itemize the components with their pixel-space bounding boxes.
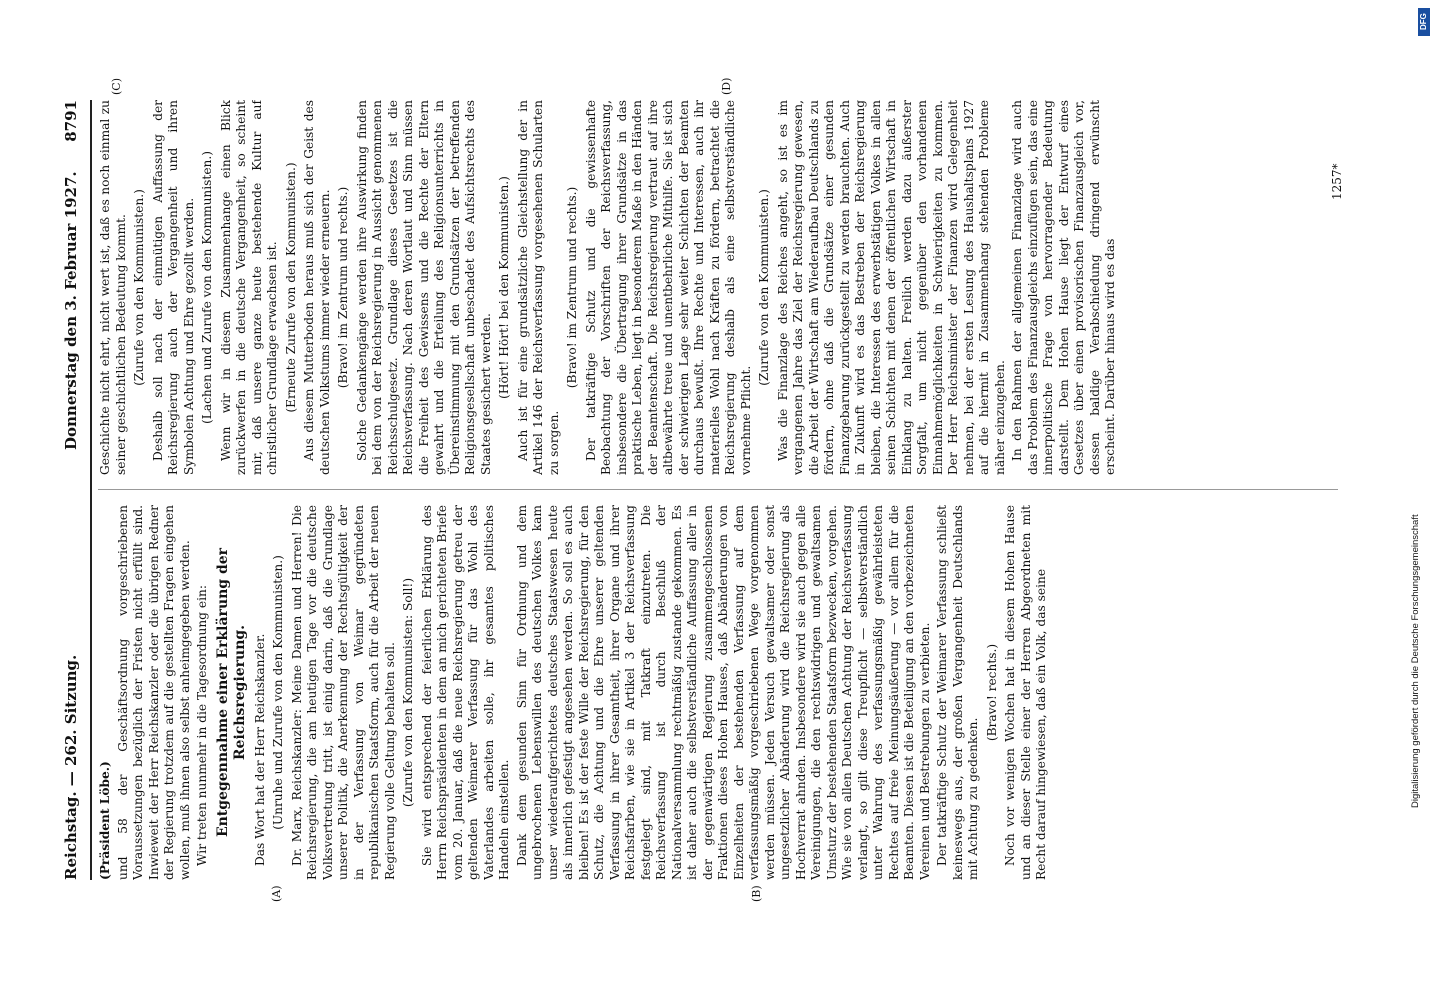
column-separator [98,489,1338,490]
header-date: Donnerstag den 3. Februar 1927. [62,171,80,450]
interjection: (Bravo! im Zentrum und rechts.) [565,186,579,389]
right-column [98,100,1348,475]
header-session: Reichstag. — 262. Sitzung. [62,654,80,880]
interjection: (Hört! Hört! bei den Kommunisten.) [497,176,511,399]
paragraph: Deshalb soll nach der einmütigen Auffassung der Reichsregierung auch der Vergangenheit und ihren Symbolen Achtung und Ehre gezollt werden. [150,100,196,475]
dfg-logo: DFG [1418,8,1430,36]
paragraph: Der tatkräftige Schutz der Weimarer Verfassung schließt keineswegs aus, der großen Vergangenheit Deutschlands mit Achtung zu gedenken. [935,505,980,880]
interjection: (Unruhe und Zurufe von den Kommunisten.) [271,555,285,830]
interjection: (Bravo! im Zentrum und rechts.) [336,186,350,389]
margin-label-b: (B) [750,885,763,902]
paragraph: Wir treten nunmehr in die Tagesordnung ein: [195,585,209,866]
paragraph: Der tatkräftige Schutz und die gewissenhafte Beobachtung der Vorschriften der Reichsverfassung, insbesondere die Übertragung ihrer Grundsätze in das praktische Leben, liegt in besonderem Maße in den Händen der Beamtenschaft. Die Reichsregierung vertraut auf ihre altbewährte treue und unentbehrliche Mithilfe. Sie ist sich der schwierigen Lage sehr weiter Schichten der Beamten durchaus bewußt. Ihre Rechte und Interessen, auch ihr materielles Wohl nach Kräften zu fördern, betrachtet die Reichsregierung deshalb als eine selbstverständliche vornehme Pflicht. [583,100,753,475]
header-rule [90,100,92,880]
page-footer: 1257* [1330,163,1344,200]
speaker-note: (Präsident Löbe.) [98,761,112,880]
margin-label-c: (C) [110,78,123,95]
paragraph: In den Rahmen der allgemeinen Finanzlage wird auch das Problem des Finanzausgleichs einzufügen sein, das eine innerpolitische Frage von hervorragender Bedeutung darstellt. Dem Hohen Hause liegt der Entwurf eines Gesetzes über einen provisorischen Finanzausgleich vor, dessen baldige Verabschiedung dringend erwünscht erscheint. Darüber hinaus wird es das [1010,100,1117,475]
interjection: (Bravo! rechts.) [984,643,999,742]
paragraph: Solche Gedankengänge werden ihre Auswirkung finden bei dem von der Reichsregierung in Aussicht genommenen Reichsschulgesetz. Grundlage dieses Gesetzes ist die Reichsverfassung. Nach deren Wortlaut und Sinn müssen die Freiheit des Gewissens und die Rechte der Eltern gewahrt und die Erteilung des Religionsunterrichts in Übereinstimmung mit den Grundsätzen der betreffenden Religionsgesellschaft unbeschadet des Aufsichtsrechts des Staates gesichert werden. [354,100,493,475]
paragraph: Das Wort hat der Herr Reichskanzler. [252,633,267,866]
paragraph: Wenn wir in diesem Zusammenhange einen Blick zurückwerfen in die deutsche Vergangenheit, so scheint mir, daß unsere ganze heute bestehende Kultur auf christlicher Grundlage erwachsen ist. [218,100,279,475]
interjection: (Lachen und Zurufe von den Kommunisten.) [200,150,214,425]
page-header [62,100,88,880]
paragraph: Auch ist für eine grundsätzliche Gleichstellung der in Artikel 146 der Reichsverfassung vorgesehenen Schularten zu sorgen. [515,100,561,475]
paragraph: Geschichte nicht ehrt, nicht wert ist, daß es noch einmal zu seiner geschichtlichen Bedeutung kommt. [98,100,128,475]
agenda-heading: Entgegennahme einer Erklärung der Reichsregierung. [214,547,248,838]
paragraph: Sie wird entsprechend der feierlichen Erklärung des Herrn Reichspräsidenten in dem an mich gerichteten Briefe vom 20. Januar, daß die neue Reichsregierung getreu der geltenden Weimarer Verfassung für das Wohl des Vaterlandes arbeiten solle, ihr gesamtes politisches Handeln einstellen. [419,505,511,880]
interjection: (Erneute Zurufe von den Kommunisten.) [283,162,298,413]
header-page-number: 8791 [62,100,80,142]
paragraph: Was die Finanzlage des Reiches angeht, so ist es im vergangenen Jahre das Ziel der Reichsregierung gewesen, die Arbeit der Wirtschaft am Wiederaufbau Deutschlands zu fördern, ohne daß die Grundsätze einer gesunden Finanzgebarung zurückgestellt zu werden brauchten. Auch in Zukunft wird es das Bestreben der Reichsregierung bleiben, die Interessen des erwerbstätigen Volkes in allen seinen Schichten mit denen der öffentlichen Wirtschaft in Einklang zu halten. Freilich werden dazu äußerster Sorgfalt, um nicht gegenüber den vorhandenen Einnahmemöglichkeiten in Schwierigkeiten zu kommen. Der Herr Reichsminister der Finanzen wird Gelegenheit nehmen, bei der ersten Lesung des Haushaltsplans 1927 auf die hiermit in Zusammenhang stehenden Probleme näher einzugehen. [775,100,1007,475]
paragraph: Dr. Marx, Reichskanzler: Meine Damen und Herren! Die Reichsregierung, die am heutigen Tage vor die deutsche Volksvertretung tritt, ist einig darin, daß die Grundlage unserer Politik, die Anerkennung der Rechtsgültigkeit der in der Verfassung von Weimar gegründeten republikanischen Staatsform, auch für die Arbeit der neuen Regierung volle Geltung behalten soll. [289,505,397,880]
interjection: (Zurufe von den Kommunisten.) [132,189,146,386]
paragraph: Noch vor wenigen Wochen hat in diesem Hohen Hause und an dieser Stelle einer der Herren Abgeordneten mit Recht darauf hingewiesen, daß ein Volk, das seine [1003,505,1048,880]
interjection: (Zurufe von den Kommunisten: Soll!) [401,577,415,808]
interjection: (Zurufe von den Kommunisten.) [757,189,771,386]
paragraph: und 58 der Geschäftsordnung vorgeschriebenen Voraussetzungen bezüglich der Fristen nicht erfüllt sind. Inwieweit der Herr Reichskanzler oder die übrigen Redner der Regierung trotzdem auf die gestellten Fragen eingehen wollen, muß ihnen also selbst anheimgegeben werden. [115,505,192,880]
margin-label-a: (A) [270,885,283,902]
paragraph: Dank dem gesunden Sinn für Ordnung und dem ungebrochenen Lebenswillen des deutschen Volkes kam unser wiederaufgerichtetes deutsches Staatswesen heute als innerlich gefestigt angesehen werden. So soll es auch bleiben! Es ist der feste Wille der Reichsregierung, für den Schutz, die Achtung und die Ehre unserer geltenden Verfassung in ihrer Gesamtheit, ihrer Organe und ihrer Reichsfarben, wie sie in Artikel 3 der Reichsverfassung festgelegt sind, mit Tatkraft einzutreten. Die Reichsverfassung ist durch Beschluß der Nationalversammlung rechtmäßig zustande gekommen. Es ist daher auch die selbstverständliche Auffassung aller in der gegenwärtigen Regierung zusammengeschlossenen Fraktionen dieses Hohen Hauses, daß Abänderungen von Einzelheiten der bestehenden Verfassung auf dem verfassungsmäßig vorgeschriebenen Wege vorgenommen werden müssen. Jeden Versuch gewaltsamer oder sonst ungesetzlicher Abänderung wird die Reichsregierung als Hochverrat ahnden. Insbesondere wird sie auch gegen alle Vereinigungen, die den rechtswidrigen und gewaltsamen Umsturz der bestehenden Staatsform bezwecken, vorgehen. Wie sie von allen Deutschen Achtung der Reichsverfassung verlangt, so gilt diese Treupflicht — selbstverständlich unter Wahrung des verfassungsmäßig gewährleisteten Rechtes auf freie Meinungsäußerung — vor allem für die Beamten. Diesen ist die Beteiligung an den vorbezeichneten Vereinen und Bestrebungen zu verbieten. [514,505,932,880]
paragraph: Aus diesem Mutterboden heraus muß sich der Geist des deutschen Volkstums immer wieder erneuern. [302,100,332,475]
digitization-note: Digitalisierung gefördert durch die Deutsche Forschungsgemeinschaft [1410,514,1421,808]
left-column [98,505,1348,880]
margin-label-d: (D) [720,77,733,95]
